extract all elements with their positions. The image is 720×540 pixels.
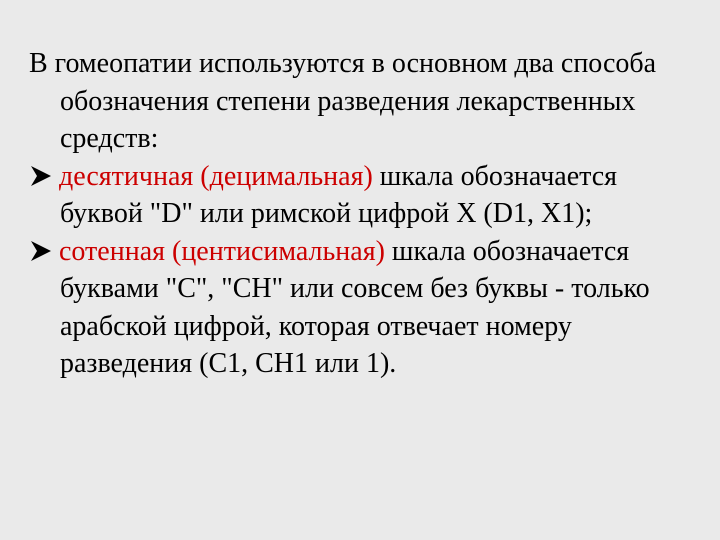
bullet-text-centesimal: шкала обозначается буквами "C", "CH" или совсем без буквы - только арабской цифрой, которая отвечает номеру разведения (С1, СН1 или 1).: [60, 235, 650, 379]
bullet-term-centesimal: сотенная (центисимальная): [59, 235, 385, 267]
arrow-bullet-icon: [29, 233, 59, 271]
bullet-term-decimal: десятичная (децимальная): [59, 160, 373, 192]
bullet-item-centesimal: [29, 233, 704, 383]
intro-paragraph: В гомеопатии используются в основном два способа обозначения степени разведения лекарственных средств:: [29, 48, 657, 154]
arrow-bullet-icon: [29, 158, 59, 196]
slide-content: [29, 45, 704, 383]
bullet-item-decimal: [29, 158, 704, 233]
bullet-text-decimal: шкала обозначается буквой "D" или римской цифрой X (D1, X1);: [60, 160, 618, 229]
